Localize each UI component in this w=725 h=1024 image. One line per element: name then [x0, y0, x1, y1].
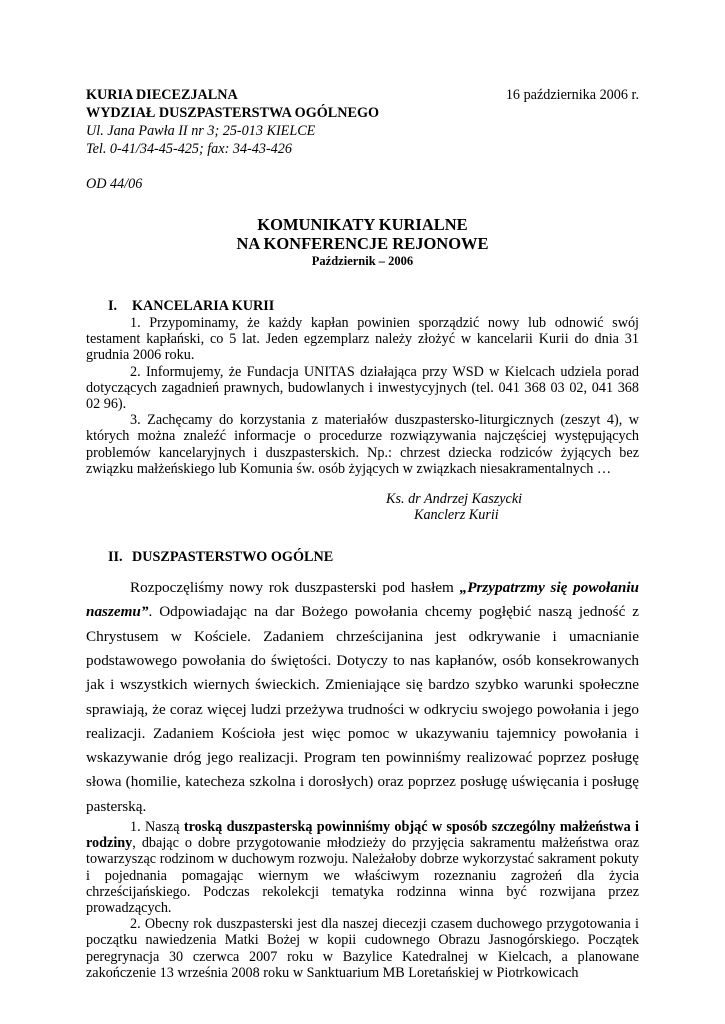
section-1-paragraph-1: 1. Przypominamy, że każdy kapłan powinien sporządzić nowy lub odnowić swój testament kapłański, co 5 lat. Jeden egzemplarz należy złożyć w kancelarii Kurii do dnia 31 grudnia 2006 roku. — [86, 315, 639, 364]
title-line-2: NA KONFERENCJE REJONOWE — [236, 234, 489, 253]
signature-block — [386, 491, 639, 523]
contact-phone: Tel. 0-41/34-45-425; fax: 34-43-426 — [86, 141, 292, 157]
signature-role: Kanclerz Kurii — [414, 507, 499, 524]
document-date: 16 października 2006 r. — [505, 87, 639, 103]
section-1-title: KANCELARIA KURII — [132, 298, 275, 314]
section-2-number: II. — [108, 549, 123, 566]
p1-text-a: 1. Naszą — [130, 819, 184, 835]
section-1-paragraph-3: 3. Zachęcamy do korzystania z materiałów duszpastersko-liturgicznych (zeszyt 4), w których można znaleźć informacje o procedurze rozwiązywania najczęściej występujących problemów kancelaryjnych i duszpasterskich. Np.: chrzest dziecka rodziców żyjących bez związku małżeńskiego lub Komunia św. osób żyjących w związkach niesakramentalnych … — [86, 412, 639, 477]
intro-quote: „Przypatrzmy się powołaniu naszemu” — [86, 579, 639, 621]
signature-name: Ks. dr Andrzej Kaszycki — [386, 491, 523, 508]
section-2-title: DUSZPASTERSTWO OGÓLNE — [132, 549, 334, 566]
address: Ul. Jana Pawła II nr 3; 25-013 KIELCE — [86, 123, 316, 139]
document-page — [86, 86, 639, 981]
section-1-heading — [86, 298, 639, 315]
p1-bold-text: troską duszpasterską powinniśmy objąć w sposób szczególny małżeństwa i rodziny — [86, 819, 639, 852]
org-name: KURIA DIECEZJALNA — [86, 87, 238, 103]
intro-text-a: Rozpoczęliśmy nowy rok duszpasterski pod hasłem — [130, 579, 460, 597]
title-line-1: KOMUNIKATY KURIALNE — [257, 215, 468, 234]
section-2-paragraph-2: 2. Obecny rok duszpasterski jest dla naszej diecezji czasem duchowego przygotowania i początku nawiedzenia Matki Bożej w kopii cudownego Obrazu Jasnogórskiego. Początek peregrynacja 30 czerwca 2007 roku w Bazylice Katedralnej w Kielcach, a planowane zakończenie 13 września 2008 roku w Sanktuarium MB Loretańskiej w Piotrkowicach — [86, 916, 639, 981]
section-2-heading — [86, 549, 639, 566]
section-1-number: I. — [108, 298, 118, 314]
reference-number: OD 44/06 — [86, 176, 143, 192]
department-name: WYDZIAŁ DUSZPASTERSTWA OGÓLNEGO — [86, 105, 380, 121]
intro-text-b: . Odpowiadając na dar Bożego powołania chcemy pogłębić naszą jedność z Chrystusem w Kościele. Zadaniem chrześcijanina jest odkrywanie i umacnianie podstawowego powołania do świętości. Dotyczy to nas kapłanów, osób konsekrowanych jak i wszystkich wiernych świeckich. Zmieniające się bardzo szybko warunki społeczne sprawiają, że coraz więcej ludzi przeżywa trudności w odkryciu swojego powołania i jego realizacji. Zadaniem Kościoła jest więc pomoc w ukazywaniu tajemnicy powołania i wskazywanie dróg jego realizacji. Program ten powinniśmy realizować poprzez posługę słowa (homilie, katecheza szkolna i dorosłych) oraz poprzez posługę uświęcania i posługę pasterską. — [86, 603, 639, 815]
section-2-paragraph-1 — [86, 819, 639, 916]
p1-text-b: , dbając o dobre przygotowanie młodzieży do przyjęcia sakramentu małżeństwa oraz towarzysząc rodzinom w duchowym rozwoju. Należałoby dobrze wykorzystać sakrament pokuty i pojednania pomagając wiernym we właściwym rozeznaniu zagrożeń dla życia chrześcijańskiego. Podczas rekolekcji tematyka rodzinna winna być rozwijana przez prowadzących. — [86, 835, 639, 917]
title-subtitle: Październik – 2006 — [311, 254, 414, 268]
document-title — [86, 215, 639, 270]
section-1-paragraph-2: 2. Informujemy, że Fundacja UNITAS działająca przy WSD w Kielcach udziela porad dotyczących zagadnień prawnych, budowlanych i inwestycyjnych (tel. 041 368 03 02, 041 368 02 96). — [86, 363, 639, 413]
letterhead — [86, 86, 639, 158]
section-2-intro — [86, 576, 639, 819]
